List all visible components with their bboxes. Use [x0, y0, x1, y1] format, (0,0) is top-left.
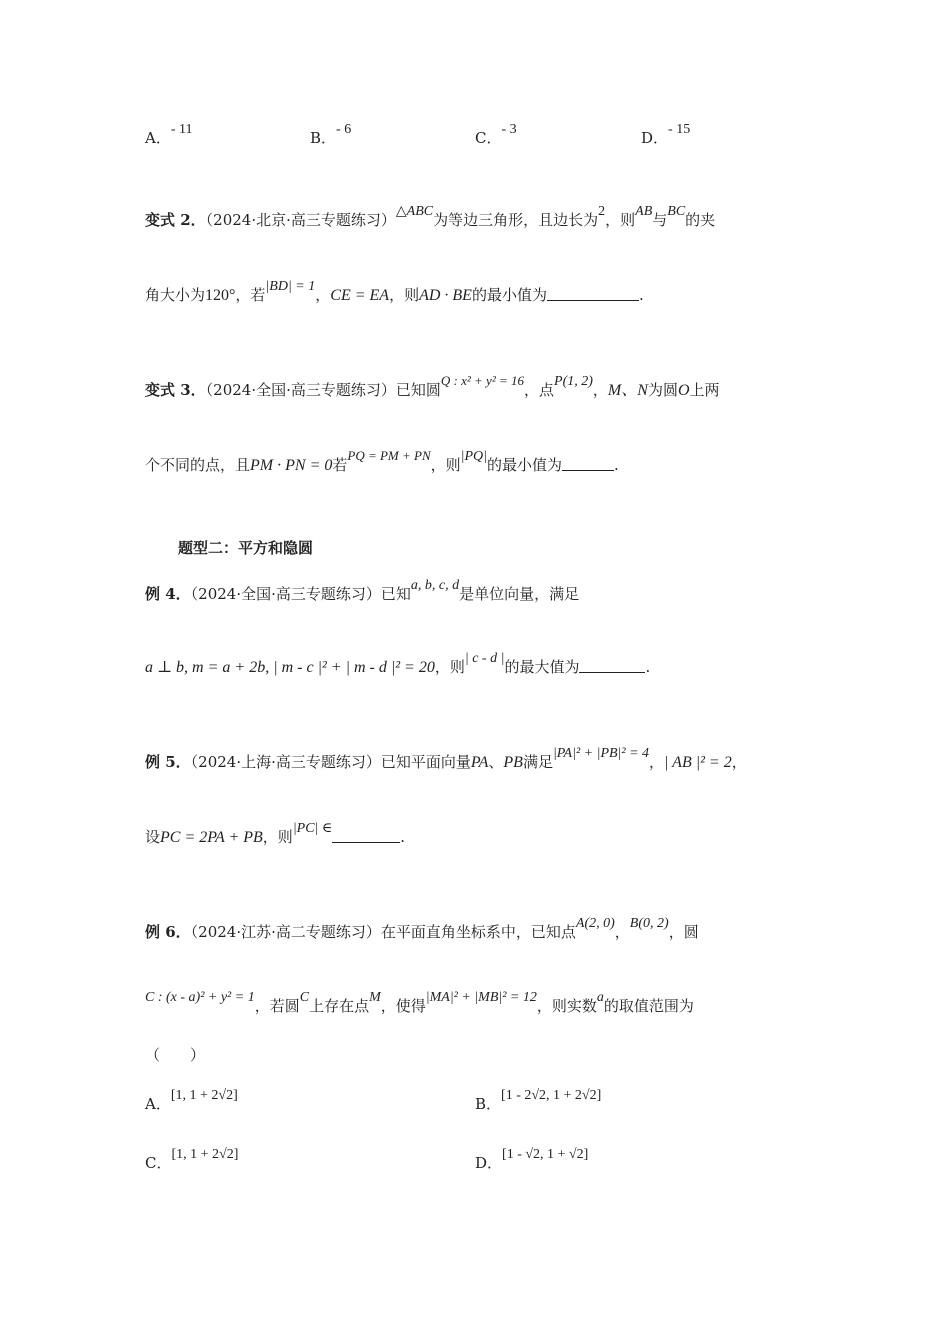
option-c: C．- 3 [475, 122, 517, 147]
section-title: 题型二：平方和隐圆 [178, 539, 314, 557]
example5-label: 例 5． [145, 753, 191, 771]
answer-blank [562, 456, 614, 471]
example6-option-b: B．[1 - 2√2, 1 + 2√2] [475, 1088, 602, 1113]
example6-option-a: A．[1, 1 + 2√2] [145, 1088, 238, 1113]
option-b: B．- 6 [310, 122, 352, 147]
example4-line1: 例 4．（2024·全国·高三专题练习）已知a, b, c, d是单位向量，满足 [145, 578, 580, 603]
example6-option-c: C．[1, 1 + 2√2] [145, 1147, 239, 1172]
example6-label: 例 6． [145, 923, 191, 941]
answer-blank [547, 286, 639, 301]
example6-line2: C : (x - a)² + y² = 1，若圆C上存在点M，使得|MA|² + |MB|² = 12，则实数a的取值范围为 [145, 990, 694, 1015]
example6-option-d: D．[1 - √2, 1 + √2] [475, 1147, 589, 1172]
variant3-line2: 个不同的点，且PM · PN = 0若PQ = PM + PN，则|PQ|的最小值为 . [145, 448, 619, 474]
example4-label: 例 4． [145, 585, 191, 603]
variant2-label: 变式 2． [145, 211, 206, 229]
example4-line2: a ⊥ b, m = a + 2b, | m - c |² + | m - d |² = 20，则| c - d |的最大值为 . [145, 651, 651, 676]
example6-line1: 例 6．（2024·江苏·高二专题练习）在平面直角坐标系中，已知点A(2, 0)，B(0, 2)，圆 [145, 916, 699, 941]
option-d: D．- 15 [641, 122, 691, 147]
variant2-line1: 变式 2．（2024·北京·高三专题练习）△ABC为等边三角形，且边长为2，则AB与BC的夹 [145, 204, 716, 229]
option-a: A．- 11 [145, 122, 193, 147]
answer-blank [579, 658, 645, 673]
variant3-line1: 变式 3．（2024·全国·高三专题练习）已知圆Q : x² + y² = 16，点P(1, 2)，M、N为圆O上两 [145, 373, 720, 399]
example5-line2: 设PC = 2PA + PB，则|PC| ∈ . [145, 821, 406, 846]
example5-line1: 例 5．（2024·上海·高三专题练习）已知平面向量PA、PB满足|PA|² + |PB|² = 4，| AB |² = 2， [145, 746, 747, 771]
answer-blank [332, 828, 400, 843]
variant3-label: 变式 3． [145, 381, 206, 399]
variant2-line2: 角大小为120°，若|BD| = 1，CE = EA，则AD · BE的最小值为 . [145, 279, 644, 304]
answer-paren: （ ） [145, 1046, 206, 1064]
